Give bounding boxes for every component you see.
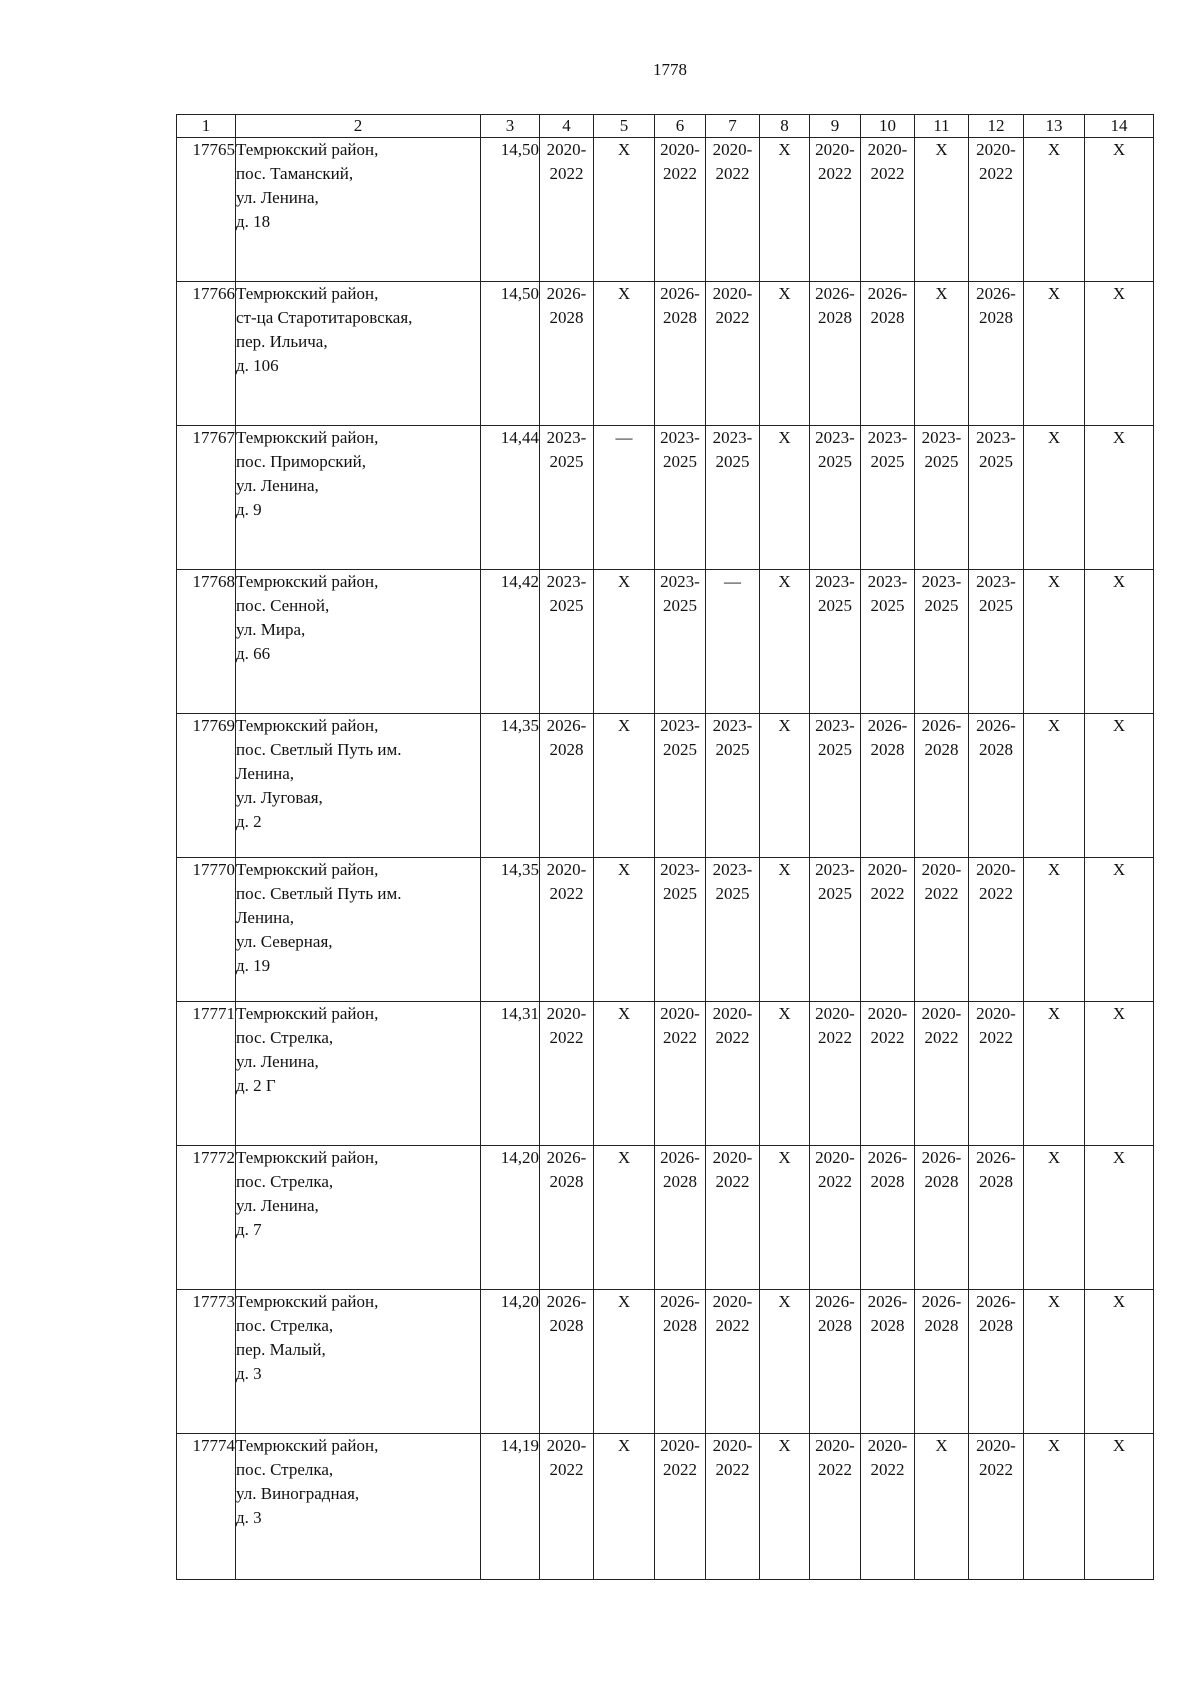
period-cell: 2026- 2028 — [540, 1146, 594, 1290]
address-line: Темрюкский район, — [236, 716, 379, 735]
address-line: ул. Виноградная, — [236, 1484, 360, 1503]
period-cell: 2023- 2025 — [915, 426, 969, 570]
period-cell: 2023- 2025 — [706, 858, 760, 1002]
address-line: ул. Ленина, — [236, 188, 319, 207]
address-line: Темрюкский район, — [236, 284, 379, 303]
address-line: д. 19 — [236, 956, 271, 975]
period-cell: 2026- 2028 — [915, 1146, 969, 1290]
period-cell: 2026- 2028 — [969, 714, 1024, 858]
period-cell: 2023- 2025 — [655, 426, 706, 570]
period-cell: 2020- 2022 — [655, 1434, 706, 1580]
period-cell: 2020- 2022 — [915, 1002, 969, 1146]
period-cell: 2023- 2025 — [655, 714, 706, 858]
period-cell: X — [594, 1290, 655, 1434]
address-line: ул. Луговая, — [236, 788, 323, 807]
address-cell — [236, 858, 481, 1002]
column-header: 12 — [969, 115, 1024, 138]
address-line: д. 3 — [236, 1364, 262, 1383]
address-line: Ленина, — [236, 908, 295, 927]
period-cell: X — [915, 282, 969, 426]
value-cell: 14,44 — [481, 426, 540, 570]
table-row — [177, 1290, 1154, 1434]
column-header: 4 — [540, 115, 594, 138]
column-header: 7 — [706, 115, 760, 138]
period-cell: X — [1085, 282, 1154, 426]
address-cell — [236, 1002, 481, 1146]
row-number: 17769 — [177, 714, 236, 858]
address-line: ст-ца Старотитаровская, — [236, 308, 413, 327]
value-cell: 14,50 — [481, 138, 540, 282]
period-cell: X — [1085, 138, 1154, 282]
period-cell: 2023- 2025 — [810, 426, 861, 570]
period-cell: — — [706, 570, 760, 714]
period-cell: X — [760, 426, 810, 570]
period-cell: 2023- 2025 — [810, 858, 861, 1002]
address-line: ул. Мира, — [236, 620, 306, 639]
period-cell: 2020- 2022 — [810, 138, 861, 282]
address-line: пос. Стрелка, — [236, 1028, 334, 1047]
address-line: ул. Ленина, — [236, 476, 319, 495]
value-cell: 14,35 — [481, 714, 540, 858]
period-cell: 2020- 2022 — [706, 138, 760, 282]
address-line: д. 2 — [236, 812, 262, 831]
address-line: д. 7 — [236, 1220, 262, 1239]
row-number: 17766 — [177, 282, 236, 426]
column-header: 14 — [1085, 115, 1154, 138]
period-cell: 2023- 2025 — [969, 426, 1024, 570]
period-cell: X — [594, 570, 655, 714]
period-cell: 2023- 2025 — [655, 858, 706, 1002]
period-cell: X — [594, 1002, 655, 1146]
period-cell: X — [1085, 426, 1154, 570]
table-row — [177, 1002, 1154, 1146]
period-cell: X — [1085, 858, 1154, 1002]
value-cell: 14,20 — [481, 1146, 540, 1290]
address-cell — [236, 1290, 481, 1434]
page-number: 1778 — [653, 60, 687, 79]
row-number: 17767 — [177, 426, 236, 570]
address-line: пос. Таманский, — [236, 164, 354, 183]
period-cell: 2026- 2028 — [540, 1290, 594, 1434]
table-row — [177, 1434, 1154, 1580]
period-cell: X — [1024, 138, 1085, 282]
period-cell: — — [594, 426, 655, 570]
address-line: пос. Светлый Путь им. — [236, 740, 402, 759]
row-number: 17773 — [177, 1290, 236, 1434]
column-header: 11 — [915, 115, 969, 138]
period-cell: 2020- 2022 — [861, 1434, 915, 1580]
table-row — [177, 426, 1154, 570]
period-cell: X — [1024, 1146, 1085, 1290]
value-cell: 14,35 — [481, 858, 540, 1002]
address-line: Темрюкский район, — [236, 428, 379, 447]
column-header: 2 — [236, 115, 481, 138]
period-cell: 2023- 2025 — [655, 570, 706, 714]
value-cell: 14,19 — [481, 1434, 540, 1580]
address-cell — [236, 282, 481, 426]
period-cell: 2023- 2025 — [861, 570, 915, 714]
period-cell: 2026- 2028 — [810, 1290, 861, 1434]
address-line: пер. Ильича, — [236, 332, 328, 351]
value-cell: 14,31 — [481, 1002, 540, 1146]
period-cell: X — [1024, 714, 1085, 858]
period-cell: 2020- 2022 — [706, 282, 760, 426]
column-header: 8 — [760, 115, 810, 138]
period-cell: X — [1085, 1146, 1154, 1290]
period-cell: 2026- 2028 — [915, 1290, 969, 1434]
period-cell: 2026- 2028 — [810, 282, 861, 426]
period-cell: 2020- 2022 — [655, 1002, 706, 1146]
address-line: Темрюкский район, — [236, 1004, 379, 1023]
period-cell: 2020- 2022 — [655, 138, 706, 282]
period-cell: 2023- 2025 — [810, 570, 861, 714]
table-row — [177, 858, 1154, 1002]
period-cell: 2026- 2028 — [861, 1146, 915, 1290]
table-row — [177, 570, 1154, 714]
period-cell: X — [760, 282, 810, 426]
period-cell: 2020- 2022 — [969, 1434, 1024, 1580]
period-cell: 2026- 2028 — [969, 1290, 1024, 1434]
value-cell: 14,50 — [481, 282, 540, 426]
address-cell — [236, 1434, 481, 1580]
period-cell: X — [594, 1146, 655, 1290]
period-cell: X — [1024, 1002, 1085, 1146]
address-line: д. 66 — [236, 644, 271, 663]
table-row — [177, 1146, 1154, 1290]
period-cell: X — [594, 858, 655, 1002]
period-cell: 2020- 2022 — [969, 1002, 1024, 1146]
period-cell: 2023- 2025 — [915, 570, 969, 714]
address-line: Темрюкский район, — [236, 140, 379, 159]
table-body — [177, 138, 1154, 1580]
period-cell: 2023- 2025 — [540, 570, 594, 714]
address-line: Темрюкский район, — [236, 1148, 379, 1167]
column-header: 10 — [861, 115, 915, 138]
period-cell: X — [760, 858, 810, 1002]
address-line: Темрюкский район, — [236, 572, 379, 591]
period-cell: X — [1085, 570, 1154, 714]
period-cell: 2020- 2022 — [969, 858, 1024, 1002]
period-cell: X — [915, 1434, 969, 1580]
period-cell: X — [915, 138, 969, 282]
column-header: 3 — [481, 115, 540, 138]
period-cell: X — [760, 138, 810, 282]
period-cell: 2020- 2022 — [861, 138, 915, 282]
period-cell: X — [760, 714, 810, 858]
period-cell: X — [594, 714, 655, 858]
period-cell: 2026- 2028 — [540, 282, 594, 426]
address-cell — [236, 714, 481, 858]
column-header: 1 — [177, 115, 236, 138]
row-number: 17765 — [177, 138, 236, 282]
period-cell: 2026- 2028 — [861, 282, 915, 426]
address-cell — [236, 1146, 481, 1290]
header-row — [177, 115, 1154, 138]
period-cell: 2026- 2028 — [969, 1146, 1024, 1290]
period-cell: 2020- 2022 — [706, 1290, 760, 1434]
period-cell: X — [1024, 282, 1085, 426]
period-cell: X — [594, 138, 655, 282]
period-cell: X — [1024, 1434, 1085, 1580]
period-cell: X — [1024, 570, 1085, 714]
period-cell: 2020- 2022 — [706, 1434, 760, 1580]
table-row — [177, 138, 1154, 282]
period-cell: 2020- 2022 — [810, 1434, 861, 1580]
period-cell: 2026- 2028 — [861, 1290, 915, 1434]
period-cell: X — [760, 570, 810, 714]
address-cell — [236, 138, 481, 282]
period-cell: 2020- 2022 — [969, 138, 1024, 282]
period-cell: 2026- 2028 — [969, 282, 1024, 426]
period-cell: X — [1085, 1290, 1154, 1434]
period-cell: X — [1024, 426, 1085, 570]
period-cell: X — [594, 282, 655, 426]
period-cell: X — [760, 1002, 810, 1146]
address-line: д. 3 — [236, 1508, 262, 1527]
register-table — [176, 114, 1154, 1580]
period-cell: 2023- 2025 — [810, 714, 861, 858]
period-cell: 2020- 2022 — [810, 1002, 861, 1146]
period-cell: 2026- 2028 — [655, 282, 706, 426]
address-line: пер. Малый, — [236, 1340, 326, 1359]
period-cell: X — [760, 1434, 810, 1580]
period-cell: 2020- 2022 — [540, 1002, 594, 1146]
column-header: 5 — [594, 115, 655, 138]
period-cell: X — [1085, 714, 1154, 858]
column-header: 9 — [810, 115, 861, 138]
value-cell: 14,20 — [481, 1290, 540, 1434]
address-line: ул. Ленина, — [236, 1052, 319, 1071]
address-line: пос. Светлый Путь им. — [236, 884, 402, 903]
period-cell: X — [1085, 1434, 1154, 1580]
address-line: ул. Северная, — [236, 932, 333, 951]
address-line: ул. Ленина, — [236, 1196, 319, 1215]
table-row — [177, 282, 1154, 426]
period-cell: 2026- 2028 — [861, 714, 915, 858]
address-line: пос. Стрелка, — [236, 1172, 334, 1191]
period-cell: 2023- 2025 — [540, 426, 594, 570]
period-cell: 2020- 2022 — [706, 1146, 760, 1290]
address-line: пос. Сенной, — [236, 596, 330, 615]
period-cell: 2023- 2025 — [969, 570, 1024, 714]
address-line: д. 18 — [236, 212, 271, 231]
period-cell: 2020- 2022 — [810, 1146, 861, 1290]
period-cell: 2020- 2022 — [706, 1002, 760, 1146]
address-line: Ленина, — [236, 764, 295, 783]
period-cell: X — [594, 1434, 655, 1580]
row-number: 17770 — [177, 858, 236, 1002]
period-cell: 2020- 2022 — [861, 1002, 915, 1146]
period-cell: X — [1024, 1290, 1085, 1434]
address-line: Темрюкский район, — [236, 860, 379, 879]
address-line: д. 2 Г — [236, 1076, 276, 1095]
address-line: Темрюкский район, — [236, 1292, 379, 1311]
row-number: 17768 — [177, 570, 236, 714]
address-line: д. 106 — [236, 356, 279, 375]
period-cell: 2026- 2028 — [540, 714, 594, 858]
period-cell: X — [760, 1290, 810, 1434]
address-cell — [236, 570, 481, 714]
period-cell: 2020- 2022 — [861, 858, 915, 1002]
period-cell: 2023- 2025 — [861, 426, 915, 570]
row-number: 17771 — [177, 1002, 236, 1146]
period-cell: 2020- 2022 — [540, 858, 594, 1002]
period-cell: X — [1024, 858, 1085, 1002]
period-cell: 2023- 2025 — [706, 714, 760, 858]
period-cell: X — [760, 1146, 810, 1290]
period-cell: 2020- 2022 — [915, 858, 969, 1002]
value-cell: 14,42 — [481, 570, 540, 714]
address-line: Темрюкский район, — [236, 1436, 379, 1455]
period-cell: X — [1085, 1002, 1154, 1146]
address-line: пос. Стрелка, — [236, 1316, 334, 1335]
address-line: д. 9 — [236, 500, 262, 519]
row-number: 17772 — [177, 1146, 236, 1290]
address-line: пос. Стрелка, — [236, 1460, 334, 1479]
period-cell: 2023- 2025 — [706, 426, 760, 570]
period-cell: 2020- 2022 — [540, 1434, 594, 1580]
row-number: 17774 — [177, 1434, 236, 1580]
address-line: пос. Приморский, — [236, 452, 366, 471]
period-cell: 2026- 2028 — [655, 1290, 706, 1434]
column-header: 6 — [655, 115, 706, 138]
period-cell: 2020- 2022 — [540, 138, 594, 282]
table-row — [177, 714, 1154, 858]
period-cell: 2026- 2028 — [915, 714, 969, 858]
period-cell: 2026- 2028 — [655, 1146, 706, 1290]
column-header: 13 — [1024, 115, 1085, 138]
address-cell — [236, 426, 481, 570]
